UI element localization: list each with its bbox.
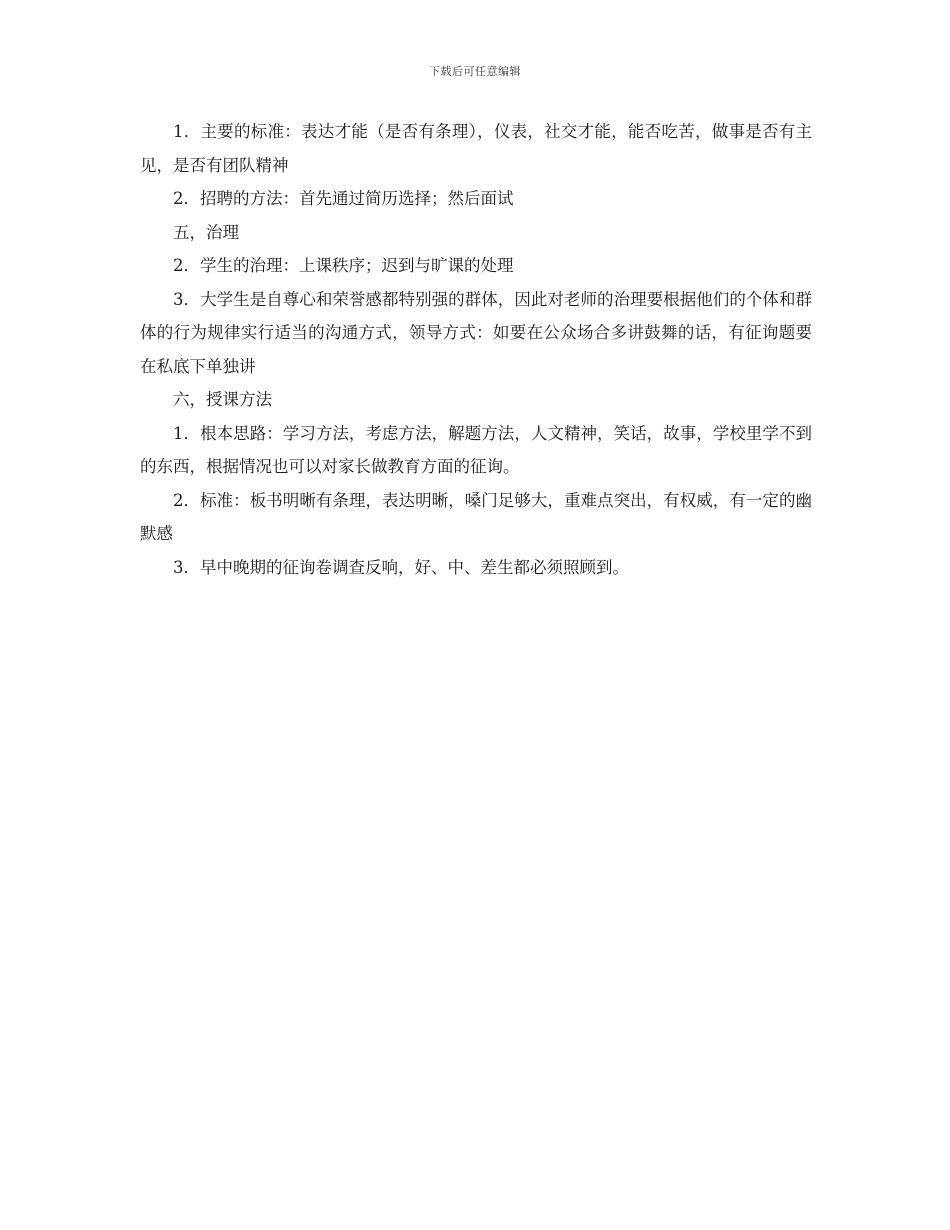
paragraph-criteria: 1．主要的标准：表达才能（是否有条理），仪表，社交才能，能否吃苦，做事是否有主见，是否有团队精神: [140, 122, 812, 175]
paragraph-student-management: 2．学生的治理：上课秩序；迟到与旷课的处理: [173, 256, 514, 275]
document-body: [140, 115, 812, 584]
paragraph-survey: 3．早中晚期的征询卷调查反响，好、中、差生都必须照顾到。: [173, 557, 629, 577]
page-header: 下载后可任意编辑: [429, 65, 521, 78]
paragraph-recruit-method: 2．招聘的方法：首先通过简历选择；然后面试: [173, 189, 514, 208]
section-heading-management: 五，治理: [173, 222, 239, 242]
paragraph-university-students: 3．大学生是自尊心和荣誉感都特别强的群体，因此对老师的治理要根据他们的个体和群体的行为规律实行适当的沟通方式，领导方式：如要在公众场合多讲鼓舞的话，有征询题要在私底下单独讲: [140, 289, 812, 376]
paragraph-basic-ideas: 1．根本思路：学习方法，考虑方法，解题方法，人文精神，笑话，故事，学校里学不到的东西，根据情况也可以对家长做教育方面的征询。: [140, 423, 812, 476]
paragraph-standards: 2．标准：板书明晰有条理，表达明晰，嗓门足够大，重难点突出，有权威，有一定的幽默感: [140, 490, 812, 543]
section-heading-teaching-method: 六，授课方法: [173, 390, 272, 409]
